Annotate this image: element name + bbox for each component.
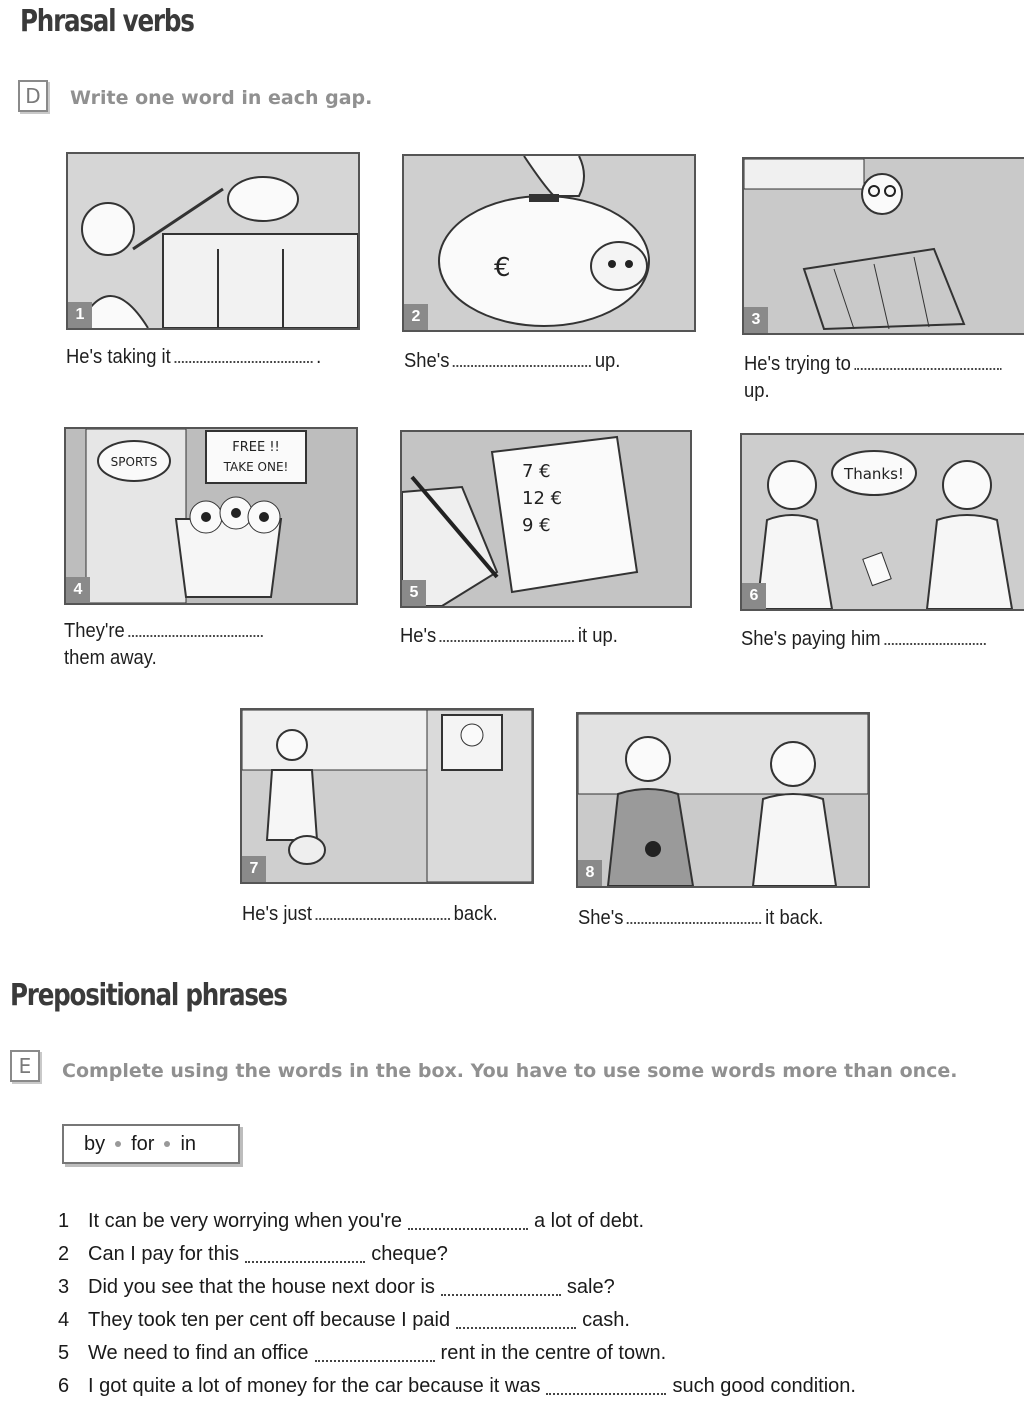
question-6: 6 I got quite a lot of money for the car because it was such good condition. — [58, 1375, 856, 1397]
answer-gap[interactable] — [884, 629, 985, 645]
word-in: in — [180, 1132, 197, 1155]
answer-gap[interactable] — [456, 1313, 576, 1329]
answer-gap[interactable] — [315, 1346, 435, 1362]
panel-number: 8 — [578, 860, 602, 886]
instruction-e: Complete using the words in the box. You have to use some words more than once. — [62, 1060, 958, 1082]
caption-4: They're them away. — [64, 618, 266, 672]
illustration-3 — [742, 157, 1024, 335]
panel-number: 3 — [744, 307, 768, 333]
caption-3: He's trying to up. — [744, 351, 1005, 405]
panel-number: 6 — [742, 583, 766, 609]
answer-gap[interactable] — [128, 621, 262, 637]
bullet-icon — [164, 1141, 170, 1147]
question-2: 2 Can I pay for this cheque? — [58, 1243, 448, 1265]
answer-gap[interactable] — [854, 354, 1001, 370]
caption-7: He's just back. — [242, 903, 498, 925]
question-4: 4 They took ten per cent off because I paid cash. — [58, 1309, 630, 1331]
illustration-6 — [740, 433, 1024, 611]
panel-number: 7 — [242, 856, 266, 882]
panel-number: 2 — [404, 304, 428, 330]
adding-up-receipt-picture — [402, 432, 690, 606]
panel-number: 1 — [68, 302, 92, 328]
illustration-5 — [400, 430, 692, 608]
illustration-2 — [402, 154, 696, 332]
girl-paying-boy-picture — [742, 435, 1024, 609]
man-shopping-trolley-picture — [744, 159, 1024, 333]
answer-gap[interactable] — [627, 908, 761, 924]
svg-text:€: € — [494, 253, 511, 283]
receipt-line-3: 9 € — [522, 515, 551, 536]
answer-gap[interactable] — [316, 904, 450, 920]
section-title-prepositional-phrases: Prepositional phrases — [10, 978, 287, 1013]
receipt-line-2: 12 € — [522, 488, 563, 509]
task-letter-e: E — [10, 1050, 40, 1082]
caption-1: He's taking it . — [66, 346, 322, 368]
sports-sign-text: SPORTS — [110, 455, 158, 469]
question-list — [58, 1205, 958, 1403]
word-box — [62, 1124, 240, 1164]
man-piggybank-shelf-picture — [68, 154, 358, 328]
task-letter-d: D — [18, 80, 48, 112]
answer-gap[interactable] — [174, 347, 312, 363]
caption-8: She's it back. — [578, 907, 824, 929]
illustration-1 — [66, 152, 360, 330]
piggybank-coin-picture — [404, 156, 694, 330]
answer-gap[interactable] — [453, 351, 591, 367]
caption-5: He's it up. — [400, 625, 618, 647]
answer-gap[interactable] — [408, 1214, 528, 1230]
illustration-7 — [240, 708, 534, 884]
two-girls-picture — [578, 714, 868, 886]
panel-number: 5 — [402, 580, 426, 606]
instruction-d: Write one word in each gap. — [70, 87, 373, 109]
illustration-8 — [576, 712, 870, 888]
answer-gap[interactable] — [441, 1280, 561, 1296]
man-with-bag-walking-picture — [242, 710, 532, 882]
question-1: 1 It can be very worrying when you're a lot of debt. — [58, 1210, 645, 1232]
answer-gap[interactable] — [440, 626, 574, 642]
answer-gap[interactable] — [546, 1379, 666, 1395]
answer-gap[interactable] — [245, 1247, 365, 1263]
word-for: for — [131, 1132, 155, 1155]
receipt-line-1: 7 € — [522, 461, 551, 482]
section-title-phrasal-verbs: Phrasal verbs — [20, 4, 194, 39]
panel-number: 4 — [66, 577, 90, 603]
caption-6: She's paying him — [741, 626, 989, 653]
question-5: 5 We need to find an office rent in the centre of town. — [58, 1342, 667, 1364]
basket-of-balls-picture — [66, 429, 356, 603]
bullet-icon — [115, 1141, 121, 1147]
illustration-4 — [64, 427, 358, 605]
free-sign-line2: TAKE ONE! — [223, 460, 289, 474]
word-by: by — [84, 1132, 106, 1155]
caption-2: She's up. — [404, 350, 621, 372]
free-sign-line1: FREE !! — [232, 440, 280, 455]
question-3: 3 Did you see that the house next door is sale? — [58, 1276, 615, 1298]
thanks-bubble-text: Thanks! — [844, 465, 904, 483]
